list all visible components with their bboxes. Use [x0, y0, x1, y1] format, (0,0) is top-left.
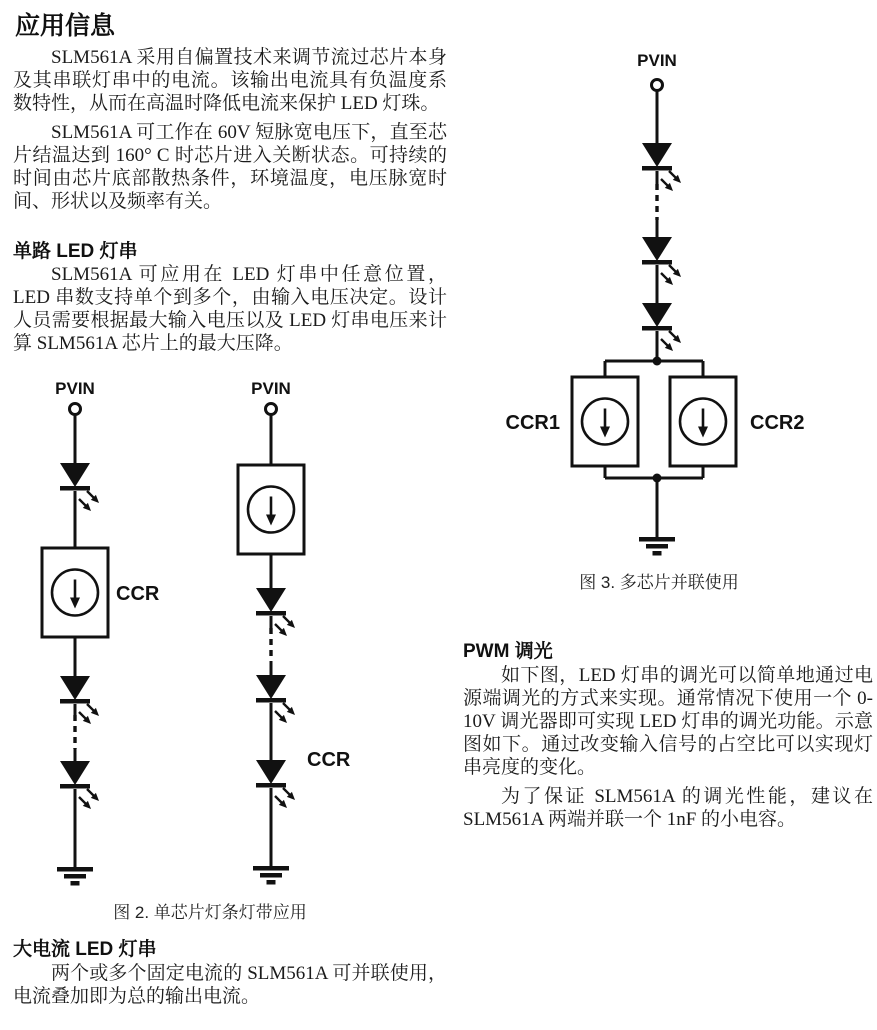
- section-heading-single-led: 单路 LED 灯串: [13, 241, 138, 262]
- section-heading-pwm: PWM 调光: [463, 641, 553, 662]
- pwm-paragraph-2: 为了保证 SLM561A 的调光性能，建议在 SLM561A 两端并联一个 1nF 的小电容。: [463, 786, 873, 830]
- led-icon: [256, 588, 298, 639]
- pwm-paragraph-1: 如下图，LED 灯串的调光可以简单地通过电源端调光的方式来实现。通常情况下使用一个 0-10V 调光器即可实现 LED 灯串的调光功能。示意图如下。通过改变输入信号的占空比可以实现灯串亮度的变化。: [463, 665, 873, 778]
- page-title: 应用信息: [15, 12, 116, 40]
- pvin-label: PVIN: [55, 379, 95, 398]
- section-heading-high-current: 大电流 LED 灯串: [13, 939, 157, 960]
- pvin-label: PVIN: [251, 379, 291, 398]
- pvin-label: PVIN: [637, 51, 677, 70]
- led-icon: [60, 676, 102, 727]
- high-current-paragraph: 两个或多个固定电流的 SLM561A 可并联使用，电流叠加即为总的输出电流。: [13, 963, 447, 1007]
- led-string-a: [42, 379, 160, 886]
- led-icon: [642, 237, 684, 288]
- ccr-label: CCR: [116, 583, 160, 605]
- intro-paragraph-1: SLM561A 采用自偏置技术来调节流过芯片本身及其串联灯串中的电流。该输出电流具有负温度系数特性，从而在高温时降低电流来保护 LED 灯珠。: [13, 47, 447, 114]
- led-icon: [60, 463, 102, 514]
- ccr-chip-icon: [42, 548, 108, 637]
- figure3-caption: 图 3. 多芯片并联使用: [579, 573, 739, 592]
- terminal-icon: [652, 80, 663, 91]
- figure2-diagram: [0, 375, 450, 895]
- led-icon: [642, 143, 684, 194]
- led-icon: [256, 675, 298, 726]
- led-string-b: [238, 379, 351, 885]
- ccr-chip-icon: [670, 377, 736, 466]
- intro-paragraph-2: SLM561A 可工作在 60V 短脉宽电压下，直至芯片结温达到 160° C 时芯片进入关断状态。可持续的时间由芯片底部散热条件，环境温度，电压脉宽时间、形状以及频率有关。: [13, 122, 447, 212]
- ccr-label: CCR: [307, 749, 351, 771]
- terminal-icon: [70, 404, 81, 415]
- ccr-chip-icon: [238, 465, 304, 554]
- ground-icon: [253, 866, 289, 885]
- ccr2-label: CCR2: [750, 412, 805, 434]
- terminal-icon: [266, 404, 277, 415]
- figure2-caption: 图 2. 单芯片灯条灯带应用: [113, 903, 307, 922]
- led-icon: [60, 761, 102, 812]
- ground-icon: [639, 537, 675, 556]
- ccr1-label: CCR1: [505, 412, 560, 434]
- led-icon: [256, 760, 298, 811]
- single-led-paragraph: SLM561A 可应用在 LED 灯串中任意位置，LED 串数支持单个到多个，由输入电压决定。设计人员需要根据最大输入电压以及 LED 灯串电压来计算 SLM561A 芯片上的最大压降。: [13, 264, 447, 354]
- parallel-ccr-circuit: [506, 51, 805, 556]
- led-icon: [642, 303, 684, 354]
- ccr-chip-icon: [572, 377, 638, 466]
- figure3-diagram: [463, 48, 877, 560]
- ground-icon: [57, 867, 93, 886]
